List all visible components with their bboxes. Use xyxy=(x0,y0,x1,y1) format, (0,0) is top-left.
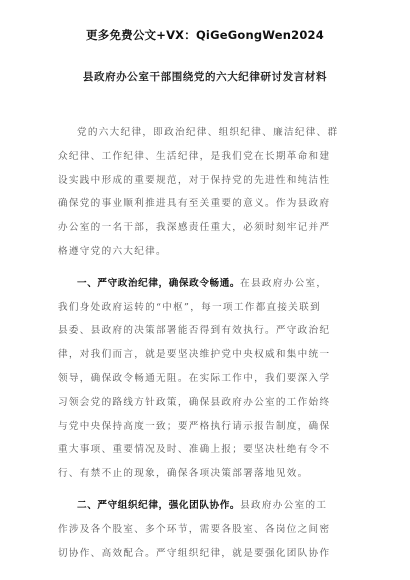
section-heading: 一、严守政治纪律，确保政令畅通。 xyxy=(77,277,241,289)
paragraph-organizational-discipline xyxy=(58,494,358,565)
promo-banner: 更多免费公文+VX：QiGeGongWen2024 xyxy=(86,28,324,42)
line-text: 切协作、高效配合。严守组织纪律，就是要强化团队协作 xyxy=(58,547,331,559)
paragraph-line xyxy=(58,542,358,566)
paragraph-line xyxy=(58,438,358,462)
line-text: 县政府办公室的工 xyxy=(240,499,328,511)
section-heading: 二、严守组织纪律，强化团队协作。 xyxy=(77,499,241,511)
paragraph-line xyxy=(58,518,358,542)
paragraph-line xyxy=(58,169,358,193)
line-text: 习领会党的路线方针政策，确保县政府办公室的工作始终 xyxy=(58,396,331,408)
line-text: 我们身处政府运转的“中枢”，每一项工作都直接关联到 xyxy=(58,301,321,313)
paragraph-line xyxy=(58,192,358,216)
paragraph-line xyxy=(58,296,358,320)
paragraph-line xyxy=(58,343,358,367)
paragraph-line xyxy=(58,240,358,264)
paragraph-line xyxy=(58,462,358,486)
paragraph-line xyxy=(58,272,358,296)
line-text: 行、有禁不止的现象，确保各项决策部署落地见效。 xyxy=(58,468,309,480)
line-text: 设实践中形成的重要规范，对于保持党的先进性和纯洁性 xyxy=(58,174,331,186)
document-title: 县政府办公室干部围绕党的六大纪律研讨发言材料 xyxy=(82,71,328,83)
line-text: 律，对我们而言，就是要坚决维护党中央权威和集中统一 xyxy=(58,349,331,361)
paragraph-line xyxy=(58,367,358,391)
paragraph-intro xyxy=(58,121,358,264)
line-text: 作涉及各个股室、多个环节，需要各股室、各岗位之间密 xyxy=(58,523,331,535)
line-text: 重大事项、重要情况及时、准确上报；要坚决杜绝有令不 xyxy=(58,444,331,456)
paragraph-line xyxy=(58,415,358,439)
line-text: 格遵守党的六大纪律。 xyxy=(58,245,167,257)
paragraph-line xyxy=(58,145,358,169)
paragraph-line xyxy=(58,319,358,343)
line-text: 确保党的事业顺利推进具有至关重要的意义。作为县政府 xyxy=(58,198,331,210)
line-text: 众纪律、工作纪律、生活纪律，是我们党在长期革命和建 xyxy=(58,150,331,162)
paragraph-line xyxy=(58,391,358,415)
line-text: 与党中央保持高度一致；要严格执行请示报告制度，确保 xyxy=(58,420,331,432)
paragraph-line xyxy=(58,121,358,145)
document-body xyxy=(58,121,358,573)
line-text: 在县政府办公室， xyxy=(240,277,328,289)
line-text: 办公室的一名干部，我深感责任重大，必须时刻牢记并严 xyxy=(58,222,331,234)
line-text: 党的六大纪律，即政治纪律、组织纪律、廉洁纪律、群 xyxy=(77,127,339,138)
paragraph-line xyxy=(58,216,358,240)
paragraph-political-discipline xyxy=(58,272,358,486)
line-text: 县委、县政府的决策部署能否得到有效执行。严守政治纪 xyxy=(58,325,331,337)
line-text: 领导，确保政令畅通无阻。在实际工作中，我们要深入学 xyxy=(58,372,331,384)
paragraph-line xyxy=(58,494,358,518)
